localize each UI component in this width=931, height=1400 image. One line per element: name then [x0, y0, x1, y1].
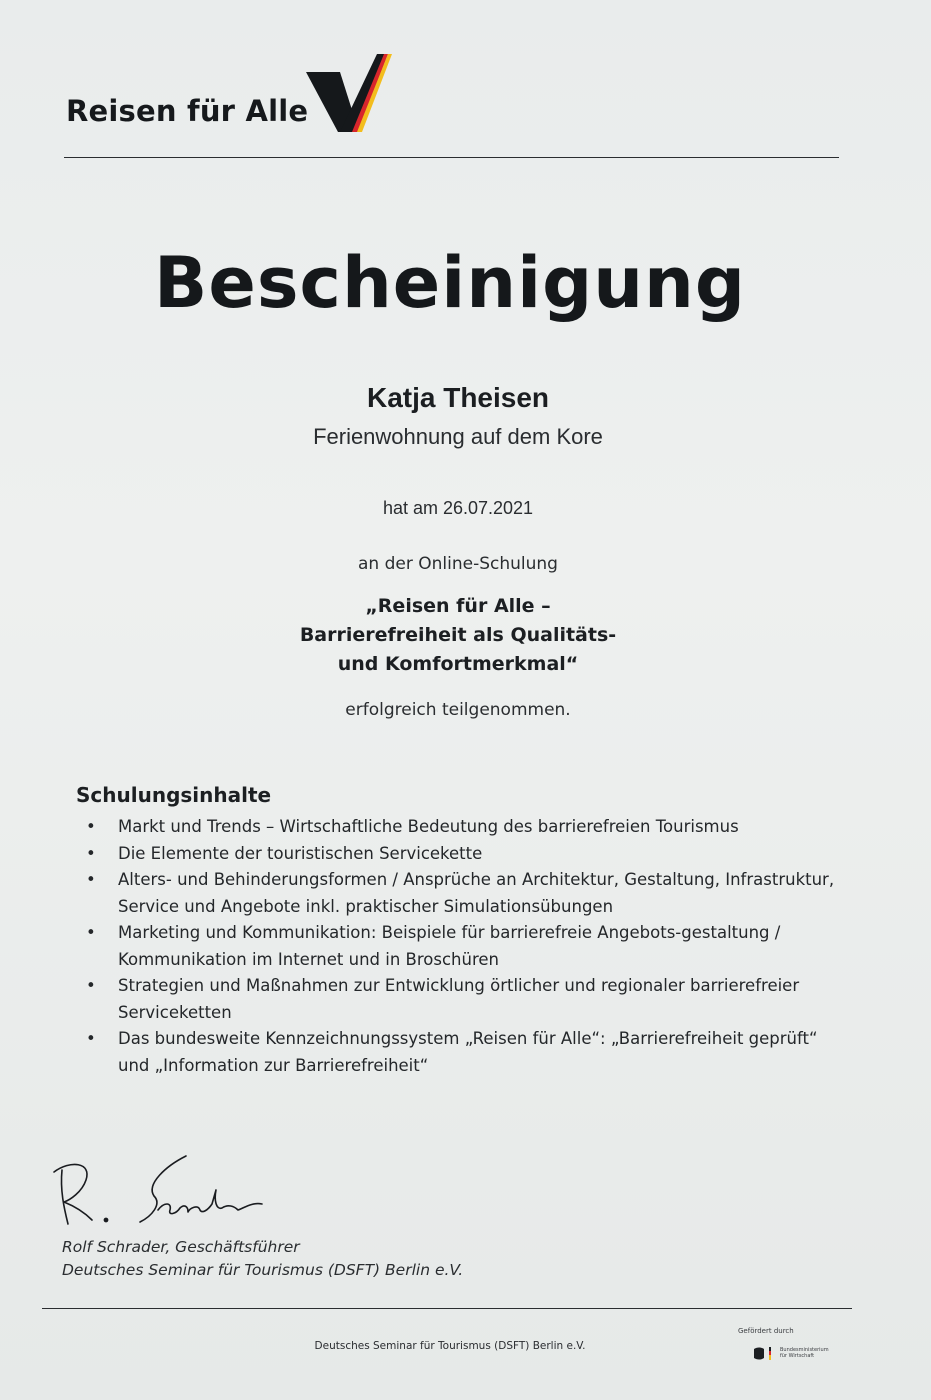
- header-rule: [64, 157, 839, 158]
- certificate-title: Bescheinigung: [153, 242, 746, 324]
- list-item: • Marketing und Kommunikation: Beispiele für barrierefreie Angebots-gestaltung / Kommunikation im Internet und in Broschüren: [84, 920, 844, 973]
- handwritten-signature: [48, 1150, 288, 1232]
- course-title-line: und Komfortmerkmal“: [337, 653, 579, 675]
- federal-eagle-icon: [752, 1346, 778, 1362]
- list-item: • Die Elemente der touristischen Servicekette: [84, 841, 844, 868]
- list-item: • Das bundesweite Kennzeichnungssystem „Reisen für Alle“: „Barrierefreiheit geprüft“ und „Information zur Barrierefreiheit“: [84, 1026, 844, 1079]
- contents-heading: Schulungsinhalte: [76, 783, 272, 807]
- list-item: • Strategien und Maßnahmen zur Entwicklung örtlicher und regionaler barrierefreier Serviceketten: [84, 973, 844, 1026]
- completion-line: erfolgreich teilgenommen.: [345, 700, 571, 720]
- logo-wordmark: Reisen für Alle: [66, 94, 309, 128]
- signatory-organization: Deutsches Seminar für Tourismus (DSFT) Berlin e.V.: [62, 1261, 464, 1279]
- list-item: • Markt und Trends – Wirtschaftliche Bedeutung des barrierefreien Tourismus: [84, 814, 844, 841]
- business-name: Ferienwohnung auf dem Kore: [313, 424, 603, 449]
- contents-list: [84, 814, 844, 1079]
- checkmark-logo-icon: [300, 48, 396, 140]
- date-line: hat am 26.07.2021: [382, 498, 534, 518]
- ministry-name-line: für Wirtschaft: [780, 1353, 815, 1359]
- course-intro: an der Online-Schulung: [358, 554, 558, 574]
- signatory-block: [62, 1236, 463, 1282]
- recipient-name: Katja Theisen: [366, 382, 550, 413]
- ministry-name: [780, 1347, 829, 1359]
- course-title-line: „Reisen für Alle –: [365, 595, 551, 617]
- footer-organization: Deutsches Seminar für Tourismus (DSFT) Berlin e.V.: [314, 1340, 586, 1352]
- course-title: [0, 592, 916, 679]
- course-title-line: Barrierefreiheit als Qualitäts-: [299, 624, 617, 646]
- funding-label: Gefördert durch: [738, 1327, 794, 1335]
- footer-rule: [42, 1308, 852, 1309]
- signatory-name: Rolf Schrader, Geschäftsführer: [62, 1238, 300, 1256]
- ministry-name-line: Bundesministerium: [780, 1347, 829, 1353]
- list-item: • Alters- und Behinderungsformen / Ansprüche an Architektur, Gestaltung, Infrastruktur, Service und Angebote inkl. praktischer Simulationsübungen: [84, 867, 844, 920]
